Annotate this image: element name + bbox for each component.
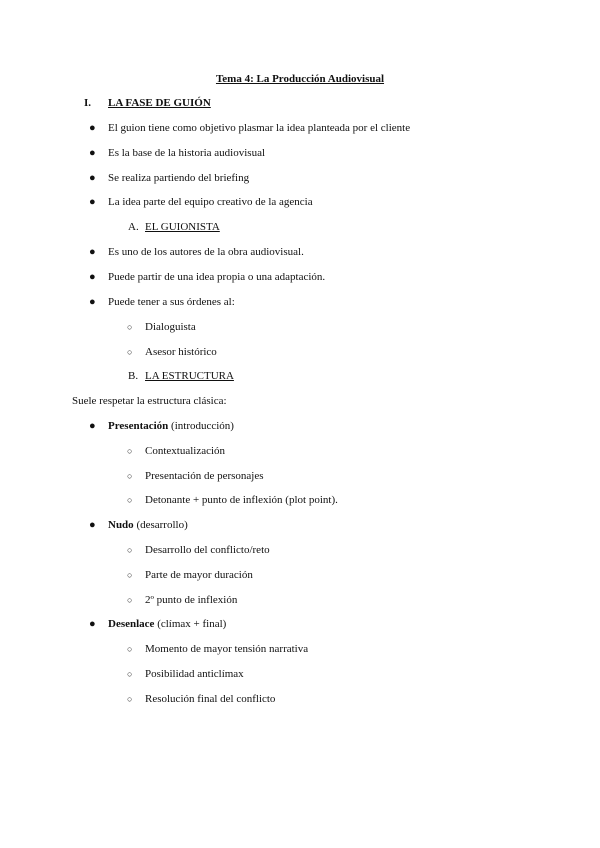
structure-part-name: Nudo bbox=[108, 519, 134, 531]
structure-intro: Suele respetar la estructura clásica: bbox=[72, 395, 227, 407]
list-item: Se realiza partiendo del briefing bbox=[108, 172, 250, 184]
structure-part-detail: (introducción) bbox=[168, 420, 234, 432]
section-heading: LA FASE DE GUIÓN bbox=[108, 97, 211, 109]
circle-bullet-icon: ○ bbox=[127, 694, 133, 704]
circle-bullet-icon: ○ bbox=[127, 595, 133, 605]
sub-list-item: Detonante + punto de inflexión (plot point). bbox=[145, 494, 338, 506]
bullet-icon: ● bbox=[89, 122, 96, 134]
circle-bullet-icon: ○ bbox=[127, 322, 133, 332]
structure-part-name: Desenlace bbox=[108, 618, 155, 630]
bullet-icon: ● bbox=[89, 519, 96, 531]
circle-bullet-icon: ○ bbox=[127, 446, 133, 456]
bullet-icon: ● bbox=[89, 147, 96, 159]
list-item: Es la base de la historia audiovisual bbox=[108, 147, 266, 159]
bullet-icon: ● bbox=[89, 246, 96, 258]
list-item: El guion tiene como objetivo plasmar la idea planteada por el cliente bbox=[108, 122, 411, 134]
subsection-letter: A. bbox=[128, 221, 139, 233]
bullet-icon: ● bbox=[89, 296, 96, 308]
sub-list-item: Desarrollo del conflicto/reto bbox=[145, 544, 270, 556]
structure-part-detail: (clímax + final) bbox=[154, 618, 227, 630]
circle-bullet-icon: ○ bbox=[127, 570, 133, 580]
list-item: La idea parte del equipo creativo de la agencia bbox=[108, 196, 313, 208]
structure-part bbox=[108, 518, 188, 532]
sub-list-item: Momento de mayor tensión narrativa bbox=[145, 643, 309, 655]
sub-list-item: Parte de mayor duración bbox=[145, 569, 253, 581]
structure-part bbox=[108, 617, 226, 631]
structure-part bbox=[108, 419, 234, 433]
subsection-letter: B. bbox=[128, 370, 139, 382]
document-title-line bbox=[0, 72, 600, 86]
list-item: Puede tener a sus órdenes al: bbox=[108, 296, 235, 308]
circle-bullet-icon: ○ bbox=[127, 545, 133, 555]
structure-part-name: Presentación bbox=[108, 420, 169, 432]
bullet-icon: ● bbox=[89, 420, 96, 432]
structure-part-detail: (desarrollo) bbox=[133, 519, 188, 531]
sub-list-item: Asesor histórico bbox=[145, 346, 217, 358]
bullet-icon: ● bbox=[89, 196, 96, 208]
document-title: Tema 4: La Producción Audiovisual bbox=[215, 73, 385, 85]
sub-list-item: Dialoguista bbox=[145, 321, 196, 333]
circle-bullet-icon: ○ bbox=[127, 347, 133, 357]
subsection-heading: EL GUIONISTA bbox=[145, 221, 220, 233]
circle-bullet-icon: ○ bbox=[127, 669, 133, 679]
list-item: Es uno de los autores de la obra audiovisual. bbox=[108, 246, 304, 258]
sub-list-item: Resolución final del conflicto bbox=[145, 693, 276, 705]
subsection-heading: LA ESTRUCTURA bbox=[145, 370, 234, 382]
bullet-icon: ● bbox=[89, 271, 96, 283]
sub-list-item: Presentación de personajes bbox=[145, 470, 264, 482]
sub-list-item: Contextualización bbox=[145, 445, 226, 457]
circle-bullet-icon: ○ bbox=[127, 644, 133, 654]
sub-list-item: Posibilidad anticlímax bbox=[145, 668, 244, 680]
bullet-icon: ● bbox=[89, 618, 96, 630]
sub-list-item: 2º punto de inflexión bbox=[145, 594, 238, 606]
circle-bullet-icon: ○ bbox=[127, 471, 133, 481]
circle-bullet-icon: ○ bbox=[127, 495, 133, 505]
bullet-icon: ● bbox=[89, 172, 96, 184]
section-numeral: I. bbox=[84, 97, 92, 109]
list-item: Puede partir de una idea propia o una adaptación. bbox=[108, 271, 326, 283]
